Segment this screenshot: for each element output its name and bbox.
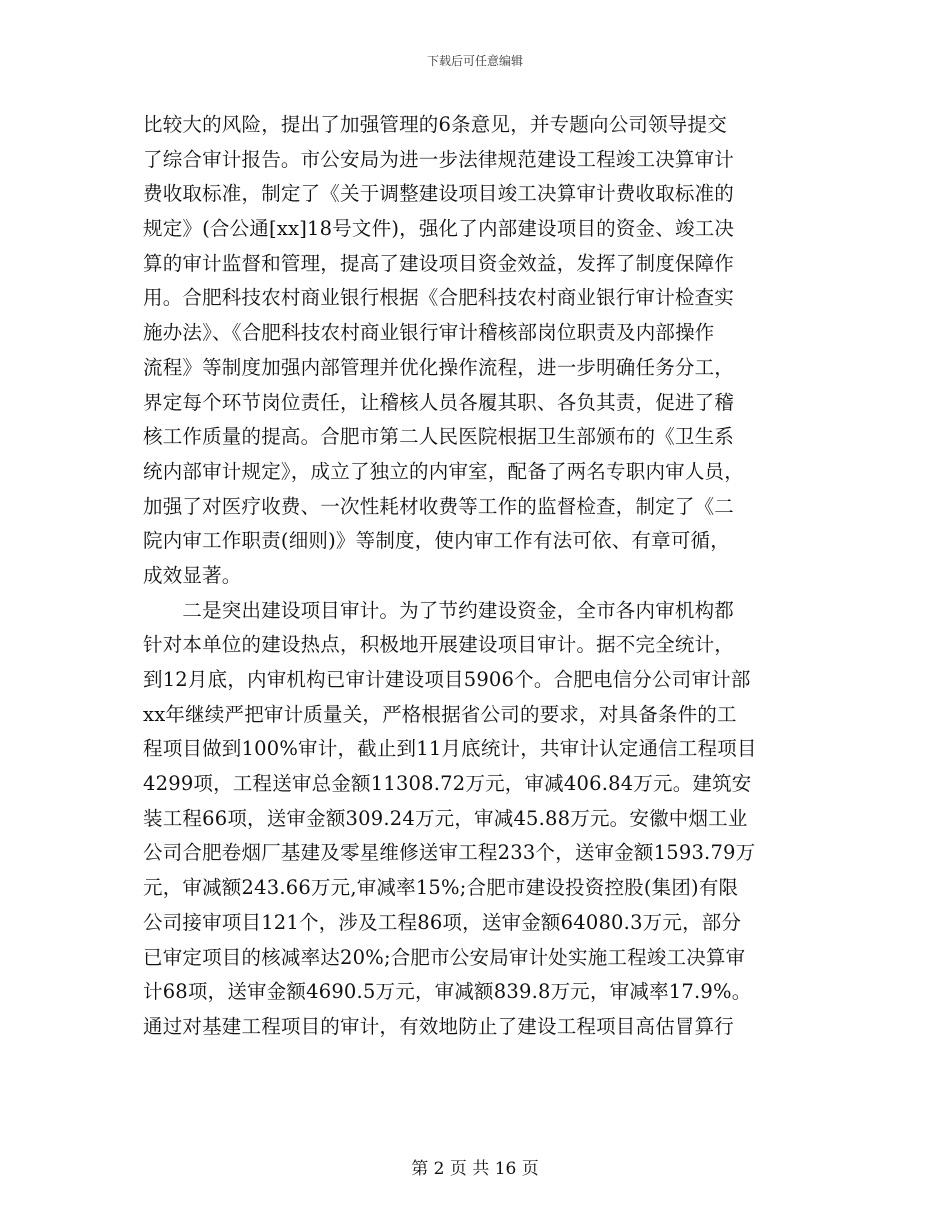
- text-line: 公司接审项目121个，涉及工程86项，送审金额64080.3万元，部分: [143, 910, 742, 934]
- text-line: 界定每个环节岗位责任，让稽核人员各履其职、各负其责，促进了稽: [143, 390, 735, 414]
- text-line: 规定》(合公通[xx]18号文件)，强化了内部建设项目的资金、竣工决: [143, 217, 735, 241]
- text-line: xx年继续严把审计质量关，严格根据省公司的要求，对具备条件的工: [143, 702, 737, 726]
- text-line: 比较大的风险，提出了加强管理的6条意见，并专题向公司领导提交: [143, 113, 727, 136]
- text-line: 到12月底，内审机构已审计建设项目5906个。合肥电信分公司审计部: [143, 668, 751, 691]
- text-line: 核工作质量的提高。合肥市第二人民医院根据卫生部颁布的《卫生系: [143, 425, 735, 449]
- text-line: 针对本单位的建设热点，积极地开展建设项目审计。据不完全统计，: [143, 633, 735, 657]
- text-line: 加强了对医疗收费、一次性耗材收费等工作的监督检查，制定了《二: [143, 494, 735, 518]
- text-line: 用。合肥科技农村商业银行根据《合肥科技农村商业银行审计检查实: [143, 286, 735, 310]
- text-line: 装工程66项，送审金额309.24万元，审减45.88万元。安徽中烟工业: [143, 806, 748, 830]
- text-line: 通过对基建工程项目的审计，有效地防止了建设工程项目高估冒算行: [143, 1014, 735, 1038]
- text-line: 4299项，工程送审总金额11308.72万元，审减406.84万元。建筑安: [143, 772, 752, 796]
- text-line: 了综合审计报告。市公安局为进一步法律规范建设工程竣工决算审计: [143, 147, 735, 171]
- text-line: 计68项，送审金额4690.5万元，审减额839.8万元，审减率17.9%。: [143, 980, 752, 1004]
- text-line: 已审定项目的核减率达20%;合肥市公安局审计处实施工程竣工决算审: [143, 945, 746, 969]
- page-header: 下载后可任意编辑: [426, 54, 523, 68]
- text-line: 算的审计监督和管理，提高了建设项目资金效益，发挥了制度保障作: [143, 251, 735, 275]
- text-line: 成效显著。: [143, 563, 242, 587]
- text-line: 流程》等制度加强内部管理并优化操作流程，进一步明确任务分工，: [143, 355, 735, 379]
- text-line: 二是突出建设项目审计。为了节约建设资金，全市各内审机构都: [143, 598, 735, 622]
- text-line: 元，审减额243.66万元,审减率15%;合肥市建设投资控股(集团)有限: [143, 876, 739, 900]
- text-line: 院内审工作职责(细则)》等制度，使内审工作有法可依、有章可循，: [143, 529, 730, 553]
- page-number: 第 2 页 共 16 页: [411, 1159, 539, 1179]
- text-line: 公司合肥卷烟厂基建及零星维修送审工程233个，送审金额1593.79万: [143, 841, 756, 865]
- text-line: 统内部审计规定》，成立了独立的内审室，配备了两名专职内审人员，: [143, 459, 744, 483]
- text-line: 程项目做到100%审计，截止到11月底统计，共审计认定通信工程项目: [143, 737, 757, 761]
- text-line: 施办法》、《合肥科技农村商业银行审计稽核部岗位职责及内部操作: [143, 321, 715, 345]
- body-text: [143, 108, 811, 1045]
- text-line: 费收取标准，制定了《关于调整建设项目竣工决算审计费收取标准的: [143, 182, 735, 206]
